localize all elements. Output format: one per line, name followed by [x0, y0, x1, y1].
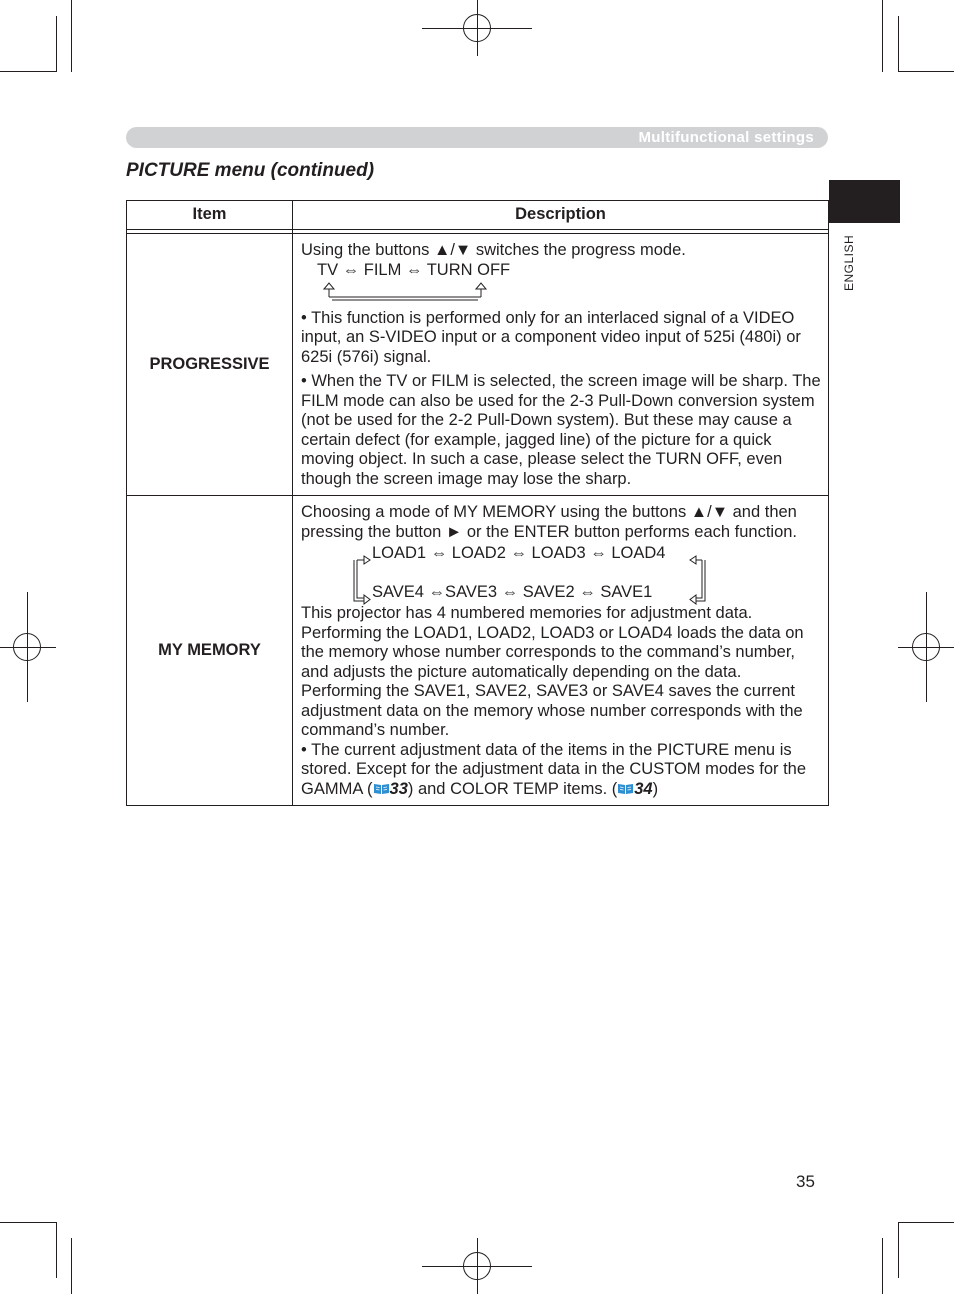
- table-header-row: [127, 201, 829, 230]
- page-reference-link[interactable]: 33: [389, 779, 408, 798]
- my-memory-para-3: • The current adjustment data of the items in the PICTURE menu is stored. Except for the adjustment data in the CUSTOM modes for the GAMMA ( 33) and COLOR TEMP items. ( 34): [301, 740, 807, 798]
- crop-mark: [0, 71, 56, 72]
- crop-mark: [898, 71, 954, 72]
- section-title: PICTURE menu (continued): [126, 160, 375, 181]
- my-memory-save-row: SAVE4 ⇔SAVE3 ⇔ SAVE2 ⇔ SAVE1: [372, 583, 653, 601]
- table-row: [127, 496, 829, 806]
- my-memory-intro: Choosing a mode of MY MEMORY using the buttons ▲/▼ and then pressing the button ► or the ENTER button performs each function.: [301, 503, 798, 541]
- crop-mark: [882, 1238, 883, 1294]
- crop-mark: [0, 1222, 56, 1223]
- page-reference-link[interactable]: 34: [634, 779, 653, 798]
- registration-circle: [463, 14, 491, 42]
- column-header-description: Description: [293, 201, 829, 230]
- registration-circle: [912, 633, 940, 661]
- progressive-flow-diagram: [301, 261, 822, 309]
- settings-table: [126, 200, 829, 806]
- crop-mark: [898, 16, 899, 72]
- loop-arrow-icon: [321, 281, 501, 307]
- header-bar: [126, 127, 828, 148]
- crop-mark: [898, 1222, 954, 1223]
- progressive-para-2: • When the TV or FILM is selected, the screen image will be sharp. The FILM mode can also be used for the 2-3 Pull-Down conversion system (not be used for the 2-2 Pull-Down system). But these may cause a certain defect (for example, jagged line) of the picture for a quick moving object. In such a case, please select the TURN OFF, even though the screen image may lose the sharp.: [301, 372, 821, 488]
- column-header-item: Item: [127, 201, 293, 230]
- description-progressive: [293, 234, 829, 496]
- loop-arrow-icon: [347, 550, 717, 606]
- progressive-para-1: • This function is performed only for an interlaced signal of a VIDEO input, an S-VIDEO input or a component video input of 525i (480i) or 625i (576i) signal.: [301, 308, 801, 366]
- language-tab-label: ENGLISH: [842, 234, 856, 291]
- crop-mark: [56, 1222, 57, 1278]
- crop-mark: [71, 0, 72, 72]
- book-reference-icon: [617, 782, 634, 795]
- progressive-flow-text: TV ⇔ FILM ⇔ TURN OFF: [317, 260, 511, 279]
- my-memory-para-2: Performing the SAVE1, SAVE2, SAVE3 or SAVE4 saves the current adjustment data on the memory whose number corresponds with the command’s number.: [301, 682, 803, 739]
- progressive-intro: Using the buttons ▲/▼ switches the progress mode.: [301, 241, 686, 259]
- crop-mark: [71, 1238, 72, 1294]
- my-memory-flow-diagram: [301, 542, 822, 604]
- crop-mark: [898, 1222, 899, 1278]
- header-title: Multifunctional settings: [638, 129, 814, 146]
- description-my-memory: [293, 496, 829, 806]
- book-reference-icon: [373, 782, 390, 795]
- language-tab-block: [829, 180, 900, 223]
- crop-mark: [56, 16, 57, 72]
- table-row: [127, 234, 829, 496]
- registration-circle: [13, 633, 41, 661]
- crop-mark: [882, 0, 883, 72]
- my-memory-para-1: This projector has 4 numbered memories for adjustment data. Performing the LOAD1, LOAD2, LOAD3 or LOAD4 loads the data on the memory whose number corresponds to the command’s number, and adjusts the picture automatically depending on the data.: [301, 604, 804, 681]
- item-my-memory: MY MEMORY: [127, 496, 293, 806]
- my-memory-load-row: LOAD1 ⇔ LOAD2 ⇔ LOAD3 ⇔ LOAD4: [372, 544, 666, 562]
- registration-circle: [463, 1252, 491, 1280]
- item-progressive: PROGRESSIVE: [127, 234, 293, 496]
- page-number: 35: [796, 1172, 815, 1191]
